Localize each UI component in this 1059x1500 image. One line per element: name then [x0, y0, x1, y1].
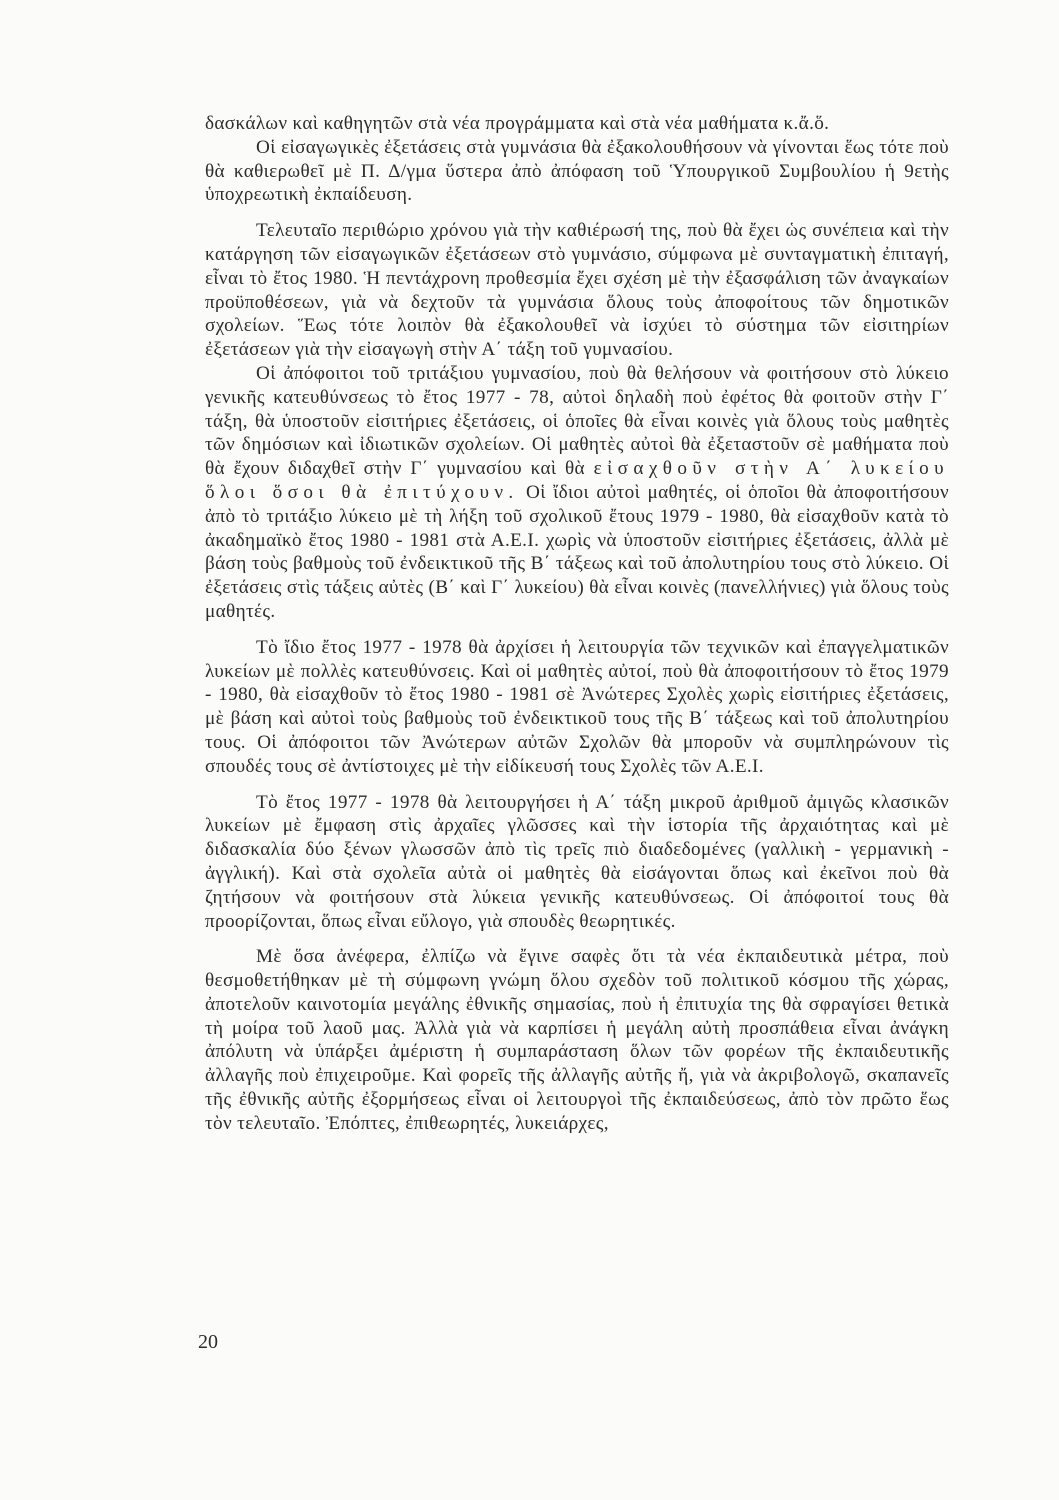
page-number: 20	[198, 1331, 218, 1353]
paragraph-2: Οἱ εἰσαγωγικὲς ἐξετάσεις στὰ γυμνάσια θὰ ἐξακολουθήσουν νὰ γίνονται ἕως τότε ποὺ θὰ καθιερωθεῖ μὲ Π. Δ/γμα ὕστερα ἀπὸ ἀπόφαση τοῦ Ὑπουργικοῦ Συμβουλίου ἡ 9ετὴς ὑποχρεωτικὴ ἐκπαίδευση.	[205, 136, 949, 206]
paragraph-6: Τὸ ἔτος 1977 - 1978 θὰ λειτουργήσει ἡ Α΄ τάξη μικροῦ ἀριθμοῦ ἀμιγῶς κλασικῶν λυκείων μὲ ἔμφαση στὶς ἀρχαῖες γλῶσσες καὶ τὴν ἱστορία τῆς ἀρχαιότητας καὶ μὲ διδασκαλία δύο ξένων γλωσσῶν ἀπὸ τὶς τρεῖς πιὸ διαδεδομένες (γαλλικὴ - γερμανικὴ - ἀγγλική). Καὶ στὰ σχολεῖα αὐτὰ οἱ μαθητὲς θὰ εἰσάγονται ὅπως καὶ ἐκεῖνοι ποὺ θὰ ζητήσουν νὰ φοιτήσουν στὰ λύκεια γενικῆς κατευθύνσεως. Οἱ ἀπόφοιτοί τους θὰ προορίζονται, ὅπως εἶναι εὔλογο, γιὰ σπουδὲς θεωρητικές.	[205, 791, 949, 932]
paragraph-1: δασκάλων καὶ καθηγητῶν στὰ νέα προγράμματα καὶ στὰ νέα μαθήματα κ.ἄ.ὅ.	[205, 113, 830, 134]
paragraph-5: Τὸ ἴδιο ἔτος 1977 - 1978 θὰ ἀρχίσει ἡ λειτουργία τῶν τεχνικῶν καὶ ἐπαγγελματικῶν λυκείων μὲ πολλὲς κατευθύνσεις. Καὶ οἱ μαθητὲς αὐτοί, ποὺ θὰ ἀποφοιτήσουν τὸ ἔτος 1979 - 1980, θὰ εἰσαχθοῦν τὸ ἔτος 1980 - 1981 σὲ Ἀνώτερες Σχολὲς χωρὶς εἰσιτήριες ἐξετάσεις, μὲ βάση καὶ αὐτοὶ τοὺς βαθμοὺς τοῦ ἐνδεικτικοῦ τους τῆς Β΄ τάξεως καὶ τοῦ ἀπολυτηρίου τους. Οἱ ἀπόφοιτοι τῶν Ἀνώτερων αὐτῶν Σχολῶν θὰ μποροῦν νὰ συμπληρώνουν τὶς σπουδές τους σὲ ἀντίστοιχες μὲ τὴν εἰδίκευσή τους Σχολὲς τῶν Α.Ε.Ι.	[205, 636, 949, 777]
spaced-emphasis: εἰσαχθοῦν στὴν Α΄ λυκείου ὅλοι ὅσοι θὰ ἐπιτύχουν.	[205, 458, 949, 503]
paragraph-4-text: Οἱ ἀπόφοιτοι τοῦ τριτάξιου γυμνασίου, ποὺ θὰ θελήσουν νὰ φοιτήσουν στὸ λύκειο γενικῆς κατευθύνσεως τὸ ἔτος 1977 - 78, αὐτοὶ δηλαδὴ ποὺ ἐφέτος θὰ φοιτοῦν στὴν Γ΄ τάξη, θὰ ὑποστοῦν εἰσιτήριες ἐξετάσεις, οἱ ὁποῖες θὰ εἶναι κοινὲς γιὰ ὅλους τοὺς μαθητὲς τῶν δημόσιων καὶ ἰδιωτικῶν σχολείων. Οἱ μαθητὲς αὐτοὶ θὰ ἐξεταστοῦν σὲ μαθήματα ποὺ θὰ ἔχουν διδαχθεῖ στὴν Γ΄ γυμνασίου καὶ θὰ	[205, 362, 949, 480]
paragraph-4-continued: Οἱ ἴδιοι αὐτοὶ μαθητές, οἱ ὁποῖοι θὰ ἀποφοιτήσουν ἀπὸ τὸ τριτάξιο λύκειο μὲ τὴ λήξη τοῦ σχολικοῦ ἔτους 1979 - 1980, θὰ εἰσαχθοῦν κατὰ τὸ ἀκαδημαϊκὸ ἔτος 1980 - 1981 στὰ Α.Ε.Ι. χωρὶς νὰ ὑποστοῦν εἰσιτήριες ἐξετάσεις, ἀλλὰ μὲ βάση τοὺς βαθμοὺς τοῦ ἐνδεικτικοῦ τῆς Β΄ τάξεως καὶ τοῦ ἀπολυτηρίου τους στὸ λύκειο. Οἱ ἐξετάσεις στὶς τάξεις αὐτὲς (Β΄ καὶ Γ΄ λυκείου) θὰ εἶναι κοινὲς (πανελλήνιες) γιὰ ὅλους τοὺς μαθητές.	[205, 481, 950, 622]
paragraph-7: Μὲ ὅσα ἀνέφερα, ἐλπίζω νὰ ἔγινε σαφὲς ὅτι τὰ νέα ἐκπαιδευτικὰ μέτρα, ποὺ θεσμοθετήθηκαν μὲ τὴ σύμφωνη γνώμη ὅλου σχεδὸν τοῦ πολιτικοῦ κόσμου τῆς χώρας, ἀποτελοῦν καινοτομία μεγάλης ἐθνικῆς σημασίας, ποὺ ἡ ἐπιτυχία της θὰ σφραγίσει θετικὰ τὴ μοίρα τοῦ λαοῦ μας. Ἀλλὰ γιὰ νὰ καρπίσει ἡ μεγάλη αὐτὴ προσπάθεια εἶναι ἀνάγκη ἀπόλυτη νὰ ὑπάρξει ἀμέριστη ἡ συμπαράσταση ὅλων τῶν φορέων τῆς ἐκπαιδευτικῆς ἀλλαγῆς ποὺ ἐπιχειροῦμε. Καὶ φορεῖς τῆς ἀλλαγῆς αὐτῆς ἤ, γιὰ νὰ ἀκριβολογῶ, σκαπανεῖς τῆς ἐθνικῆς αὐτῆς ἐξορμήσεως εἶναι οἱ λειτουργοὶ τῆς ἐκπαιδεύσεως, ἀπὸ τὸν πρῶτο ἕως τὸν τελευταῖο. Ἐπόπτες, ἐπιθεωρητές, λυκειάρχες,	[205, 946, 949, 1134]
body-text	[205, 112, 949, 1136]
paragraph-3: Τελευταῖο περιθώριο χρόνου γιὰ τὴν καθιέρωσή της, ποὺ θὰ ἔχει ὡς συνέπεια καὶ τὴν κατάργηση τῶν εἰσαγωγικῶν ἐξετάσεων στὸ γυμνάσιο, σύμφωνα μὲ συνταγματικὴ ἐπιταγή, εἶναι τὸ ἔτος 1980. Ἡ πεντάχρονη προθεσμία ἔχει σχέση μὲ τὴν ἐξασφάλιση τῶν ἀναγκαίων προϋποθέσεων, γιὰ νὰ δεχτοῦν τὰ γυμνάσια ὅλους τοὺς ἀποφοίτους τῶν δημοτικῶν σχολείων. Ἕως τότε λοιπὸν θὰ ἐξακολουθεῖ νὰ ἰσχύει τὸ σύστημα τῶν εἰσιτηρίων ἐξετάσεων γιὰ τὴν εἰσαγωγὴ στὴν Α΄ τάξη τοῦ γυμνασίου.	[205, 220, 949, 361]
paragraph-4	[205, 362, 949, 624]
